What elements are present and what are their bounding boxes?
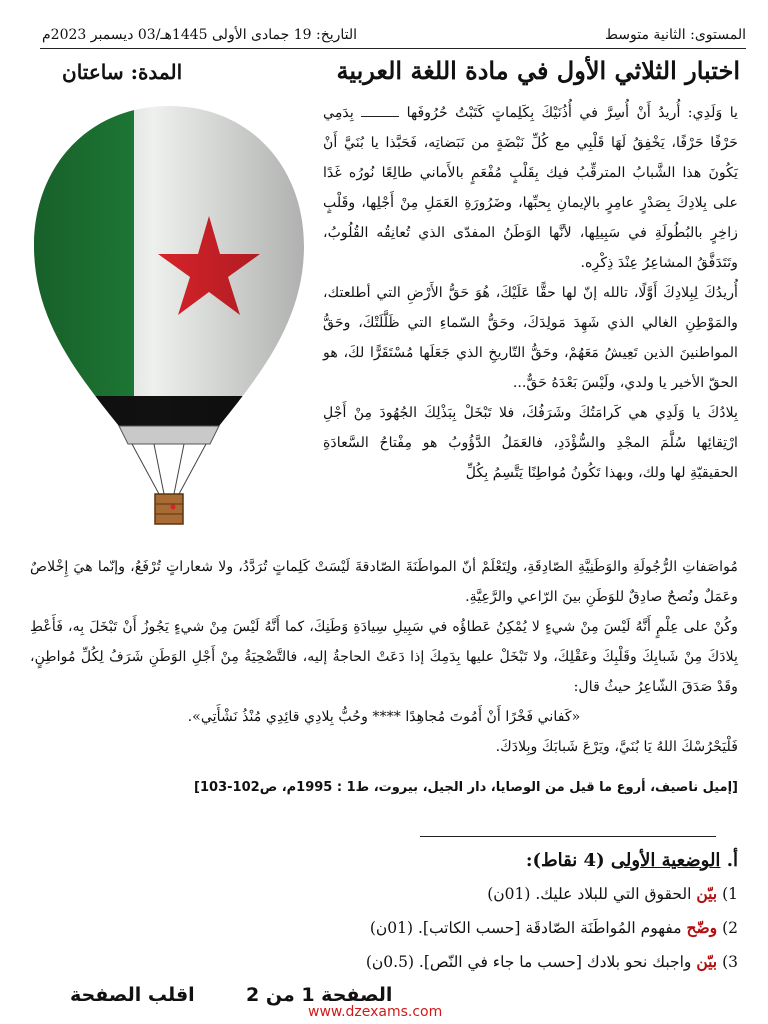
question-verb: وضّح [686,918,718,937]
question-verb: بيّن [696,884,718,903]
question-text: مفهوم المُواطَنَة الصّادقَة [حسب الكاتب]. (01ن) [369,919,687,937]
blank-line [361,104,399,117]
question-number: 1) [722,885,738,903]
section-points: (4 نقاط): [525,850,605,871]
passage-bottom [30,552,738,762]
question-number: 2) [722,919,738,937]
passage-line-1: يا وَلَدِي: أُريدُ أَنْ أُسِرَّ في أُذُنَيْكَ بِكَلِماتٍ كَتَبْتُ حُرُوفَها [406,105,738,121]
source-citation: [إميل ناصيف، أروع ما قيل من الوصايا، دار الجيل، بيروت، ط1 : 1995م، ص102-103] [194,780,738,795]
passage-top [323,98,738,488]
balloon-ropes [132,444,206,494]
turn-page-note: اقلب الصفحة [70,984,195,1006]
duration-label: المدة: ساعتان [62,60,183,84]
question-text: الحقوق التي للبلاد عليك. (01ن) [487,885,697,903]
passage-paragraph-4: وكُنْ على عِلْمٍ أَنَّهُ لَيْسَ مِنْ شيءٍ لا يُمْكِنُ عَطاؤُه في سَبِيلِ سِيادَةِ وَطَنِكَ، كما أَنَّهُ لَيْسَ مِنْ شيءٍ يَجُوزُ أَنْ تَبْخَلَ بِه، فَأَعْطِ بِلادَكَ مِنْ شَبابِكَ وقَلْبِكَ وعَقْلِكَ، ولا تَبْخَلْ عليها بِدَمِكَ إذا دَعَتْ الحاجةُ إليه، فالتَّضْحِيَةُ مِنْ أَجْلِ الوَطَنِ شَرَفُ لِكُلِّ مُواطِنٍ، وقَدْ صَدَقَ الشّاعِرُ حيثُ قال: [30,619,738,695]
exam-title: اختبار الثلاثي الأول في مادة اللغة العربية [336,56,740,85]
question-1 [487,884,738,903]
date-label: التاريخ: 19 جمادى الأولى 1445هـ/03 ديسمبر 2023م [42,27,358,43]
passage-line-rest: بِدَمِي حَرْفًا حَرْفًا، يَخْفِقُ لَهَا قَلْبِي مع كُلِّ نَبْضَةٍ من نَبَضاتِه، فَحَبَّذا يا بُنَيَّ أَنْ يَكُونَ هذا الشَّبابُ المترقِّبُ فيك بِقَلْبٍ مُفْعَمٍ بالأَماني طالِعًا نُورُه غَدًا على بِلادِكَ بِصَدْرٍ عامِرٍ بالإيمانِ بِحبِّها، وضَرُورَةِ العَمَلِ مِنْ أَجْلِها، وقَلْبٍ زاخِرٍ بالبُطُولَةِ في سَبِيلِها، لأنَّها الوَطَنُ المفدّى الذي تُعانِقُه القُلُوبُ، وتَتَدَفَّقُ المشاعِرُ عِنْدَ ذِكْرِه. [323,105,738,271]
question-2 [370,918,738,937]
flag-balloon-illustration [14,96,324,536]
balloon-envelope [14,96,324,436]
question-verb: بيّن [696,952,718,971]
balloon-basket [155,494,183,524]
section-letter: أ. [726,850,738,871]
passage-paragraph-3-end: مُواصَفاتِ الرُّجُولَةِ والوَطَنِيَّةِ الصّادِقَةِ، ولِتَعْلَمْ أنّ المواطَنَةَ الصّادقةَ لَيْسَتْ كَلِماتٍ تُرَدَّدُ، ولا شعاراتٍ تُرْفَعُ، وإنّما هيَ إِخْلاصٌ وعَمَلٌ ونُصحٌ صادِقٌ للوَطَنِ بينَ الرّاعي والرَّعِيَّةِ. [30,559,738,605]
passage-paragraph-2: أُريدُكَ لِبِلادِكَ أَوَّلًا، تالله إنّ لها حقًّا عَلَيْكَ، هُوَ حَقُّ الأَرْضِ التي أطلعتك، والمَوْطِنِ الغالي الذي شَهِدَ مَولِدَكَ، وحَقُّ السّماءِ التي ظَلَّلَتْكَ، وحَقُّ المواطنينَ الذين تَعِيشُ مَعَهُمْ، وحَقُّ التّاريخِ الذي جَعَلَها مُسْتَقَرًّا لكَ، هو الحقّ الأخير يا ولدي، ولَيْسَ بَعْدَهُ حَقٌّ... [323,285,738,391]
level-label: المستوى: الثانية متوسط [604,27,746,43]
section-heading [526,850,738,871]
question-3 [366,952,738,971]
header-divider [40,48,746,49]
poem-verse: «كَفاني فَخْرًا أَنْ أَمُوتَ مُجاهِدًا **** وحُبُّ بِلادِي قائِدِي مُنْذُ نَشْأَتِي». [187,709,581,725]
page-number: الصفحة 1 من 2 [246,984,393,1006]
passage-paragraph-3-start: بِلادُكَ يا وَلَدِي هي كَرامَتُكَ وشَرَفُكَ، فلا تَبْخَلْ بِبَذْلِكَ الجُهُودَ مِنْ أَجْلِ ارْتِقائِها سُلَّمَ المجْدِ والسُّؤْدَدِ، فالعَمَلُ الدَّؤُوبُ هو مِفْتاحُ السَّعادَةِ الحقيقيّةِ لها ولك، وبهذا تَكُونُ مُواطِنًا يَتَّسِمُ بِكُلِّ [323,405,738,481]
question-text: واجبك نحو بلادك [حسب ما جاء في النّص]. (0.5ن) [365,953,697,971]
section-title: الوضعية الأولى [610,850,721,871]
passage-paragraph-1 [323,98,738,278]
closing-line: فَلْيَحْرُسْكَ اللهُ يَا بُنَيَّ، ويَرْعَ شَبابَكَ وبِلادَكَ. [495,739,738,755]
website-link[interactable]: www.dzexams.com [308,1004,443,1020]
question-number: 3) [722,953,738,971]
section-divider [420,836,716,837]
